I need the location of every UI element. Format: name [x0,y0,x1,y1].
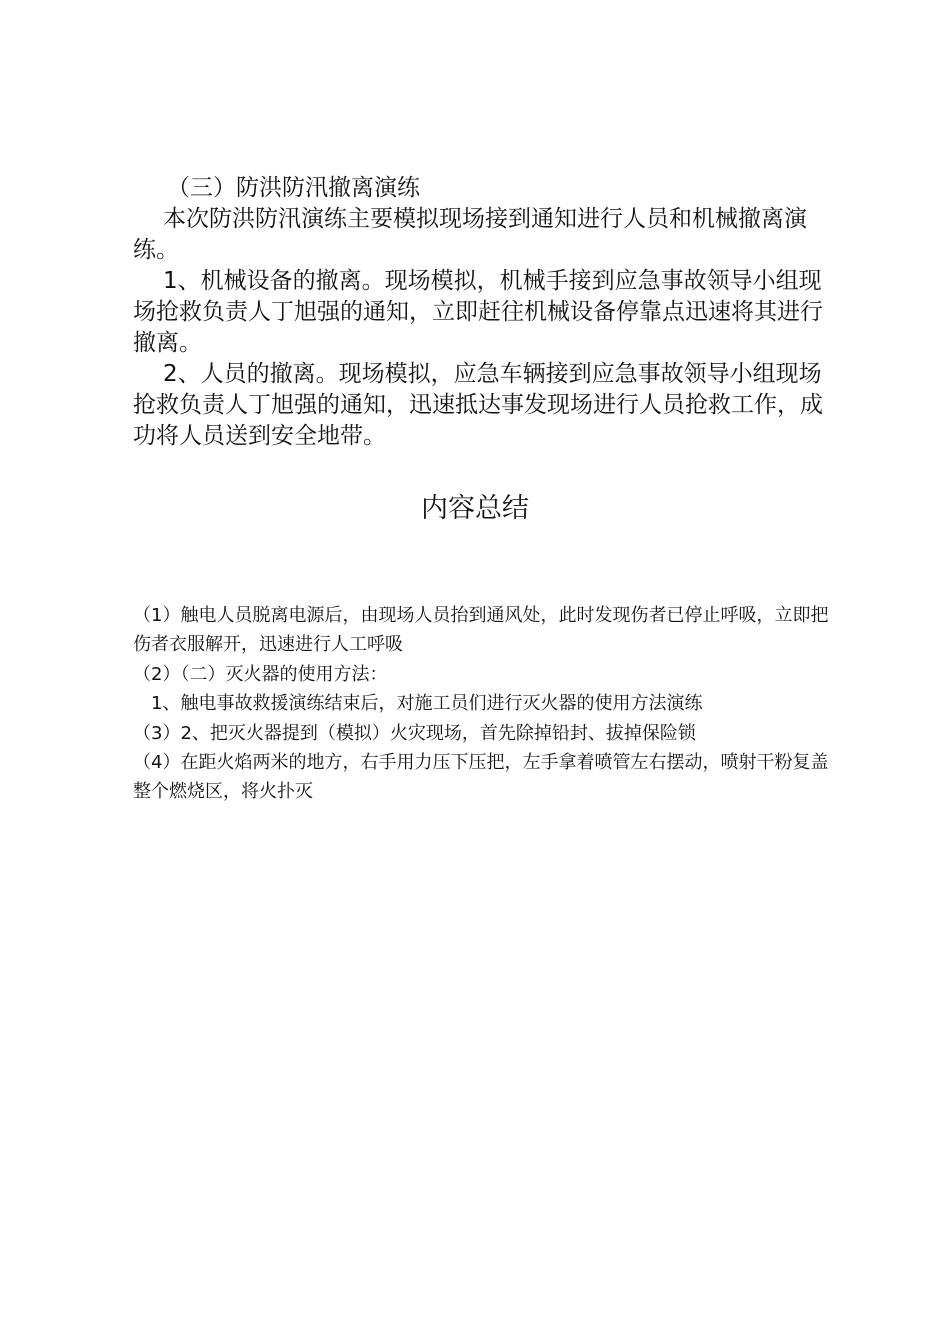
summary-item: 1、触电事故救援演练结束后，对施工员们进行灭火器的使用方法演练 [151,693,703,714]
summary-item: （2）（二）灭火器的使用方法： [133,663,388,685]
drill-section [133,173,833,452]
section-heading: （三）防洪防汛撤离演练 [167,175,420,201]
summary-list [133,601,833,807]
summary-item: （4）在距火焰两米的地方，右手用力压下压把，左手拿着喷管左右摆动，喷射干粉复盖整个燃烧区，将火扑灭 [133,752,829,802]
section-paragraph: 1、机械设备的撤离。现场模拟，机械手接到应急事故领导小组现场抢救负责人丁旭强的通知，立即赶往机械设备停靠点迅速将其进行撤离。 [133,268,823,356]
summary-item: （1）触电人员脱离电源后，由现场人员抬到通风处，此时发现伤者已停止呼吸，立即把伤者衣服解开，迅速进行人工呼吸 [133,605,829,655]
section-paragraph: 本次防洪防汛演练主要模拟现场接到通知进行人员和机械撤离演练。 [133,206,807,263]
section-paragraph: 2、人员的撤离。现场模拟，应急车辆接到应急事故领导小组现场抢救负责人丁旭强的通知，迅速抵达事发现场进行人员抢救工作，成功将人员送到安全地带。 [133,361,823,449]
summary-title: 内容总结 [421,493,529,524]
summary-item: （3）2、把灭火器提到（模拟）火灾现场，首先除掉铅封、拔掉保险锁 [133,722,696,744]
